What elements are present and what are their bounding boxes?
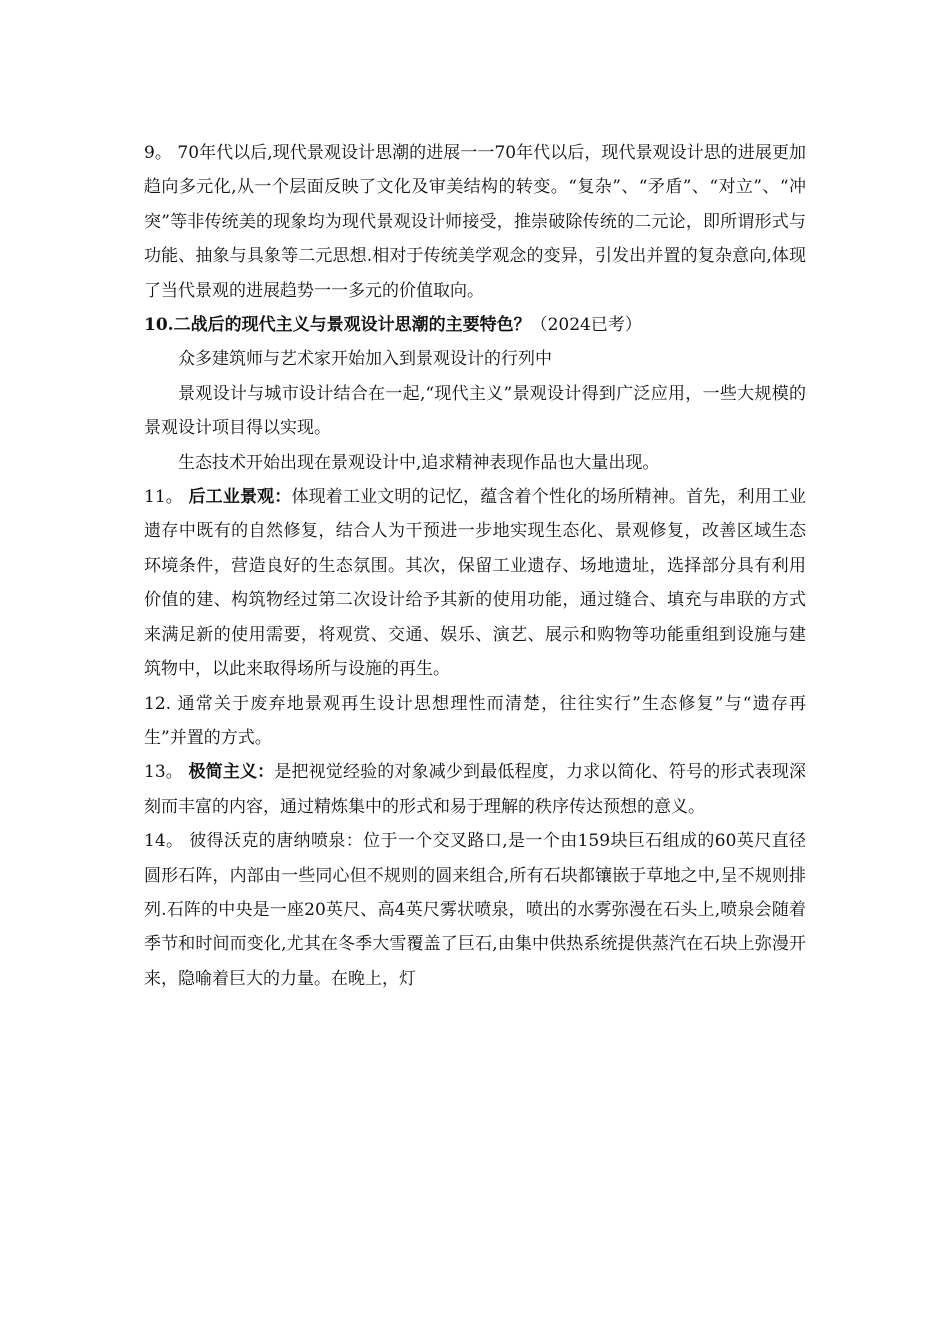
answer-10-line-2-text: 景观设计与城市设计结合在一起,“现代主义”景观设计得到广泛应用，一些大规模的景观设计项目得以实现。 [144,383,806,439]
paragraph-13 [144,755,806,824]
answer-10-line-1-text: 众多建筑师与艺术家开始加入到景观设计的行列中 [178,349,552,370]
paragraph-13-term: 极简主义： [188,762,275,783]
paragraph-12-text: 12. 通常关于废弃地景观再生设计思想理性而清楚，往往实行”生态修复”与“遗存再生”并置的方式。 [144,693,806,748]
paragraph-13-number: 13。 [144,762,189,783]
paragraph-14-text: 14。 彼得沃克的唐纳喷泉：位于一个交叉路口,是一个由159块巨石组成的60英尺直径圆形石阵，内部由一些同心但不规则的圆来组合,所有石块都镶嵌于草地之中,呈不规则排列.石阵的中央是一座20英尺、高4英尺雾状喷泉，喷出的水雾弥漫在石头上,喷泉会随着季节和时间而变化,尤其在冬季大雪覆盖了巨石,由集中供热系统提供蒸汽在石块上弥漫开来，隐喻着巨大的力量。在晚上，灯 [144,831,806,989]
answer-10-line-3 [144,446,806,480]
paragraph-14 [144,824,806,996]
answer-10-line-1 [144,342,806,376]
paragraph-11-text: 体现着工业文明的记忆，蕴含着个性化的场所精神。首先，利用工业遗存中既有的自然修复，结合人为干预进一步地实现生态化、景观修复，改善区域生态环境条件，营造良好的生态氛围。其次，保留工业遗存、场地遗址，选择部分具有利用价值的建、构筑物经过第二次设计给予其新的使用功能，通过缝合、填充与串联的方式来满足新的使用需要，将观赏、交通、娱乐、演艺、展示和购物等功能重组到设施与建筑物中，以此来取得场所与设施的再生。 [144,487,807,680]
answer-10-line-2 [144,377,806,446]
paragraph-12 [144,687,806,756]
paragraph-13-text: 是把视觉经验的对象减少到最低程度，力求以简化、符号的形式表现深刻而丰富的内容，通过精炼集中的形式和易于理解的秩序传达预想的意义。 [144,762,807,817]
answer-10-line-3-text: 生态技术开始出现在景观设计中,追求精神表现作品也大量出现。 [178,452,660,473]
question-10-title: 10.二战后的现代主义与景观设计思潮的主要特色？ [144,315,531,336]
paragraph-11 [144,480,806,686]
document-page [144,136,806,996]
paragraph-9-text: 9。 70年代以后,现代景观设计思潮的进展一一70年代以后，现代景观设计思的进展更加趋向多元化,从一个层面反映了文化及审美结构的转变。“复杂”、“矛盾”、“对立”、“冲突”等非传统美的现象均为现代景观设计师接受，推崇破除传统的二元论，即所谓形式与功能、抽象与具象等二元思想.相对于传统美学观念的变异，引发出并置的复杂意向,体现了当代景观的进展趋势一一多元的价值取向。 [144,143,806,301]
question-10-heading [144,308,806,342]
paragraph-11-term: 后工业景观： [188,487,292,508]
paragraph-9 [144,136,806,308]
question-10-note: （2024已考） [530,315,642,336]
paragraph-11-number: 11。 [144,487,189,508]
